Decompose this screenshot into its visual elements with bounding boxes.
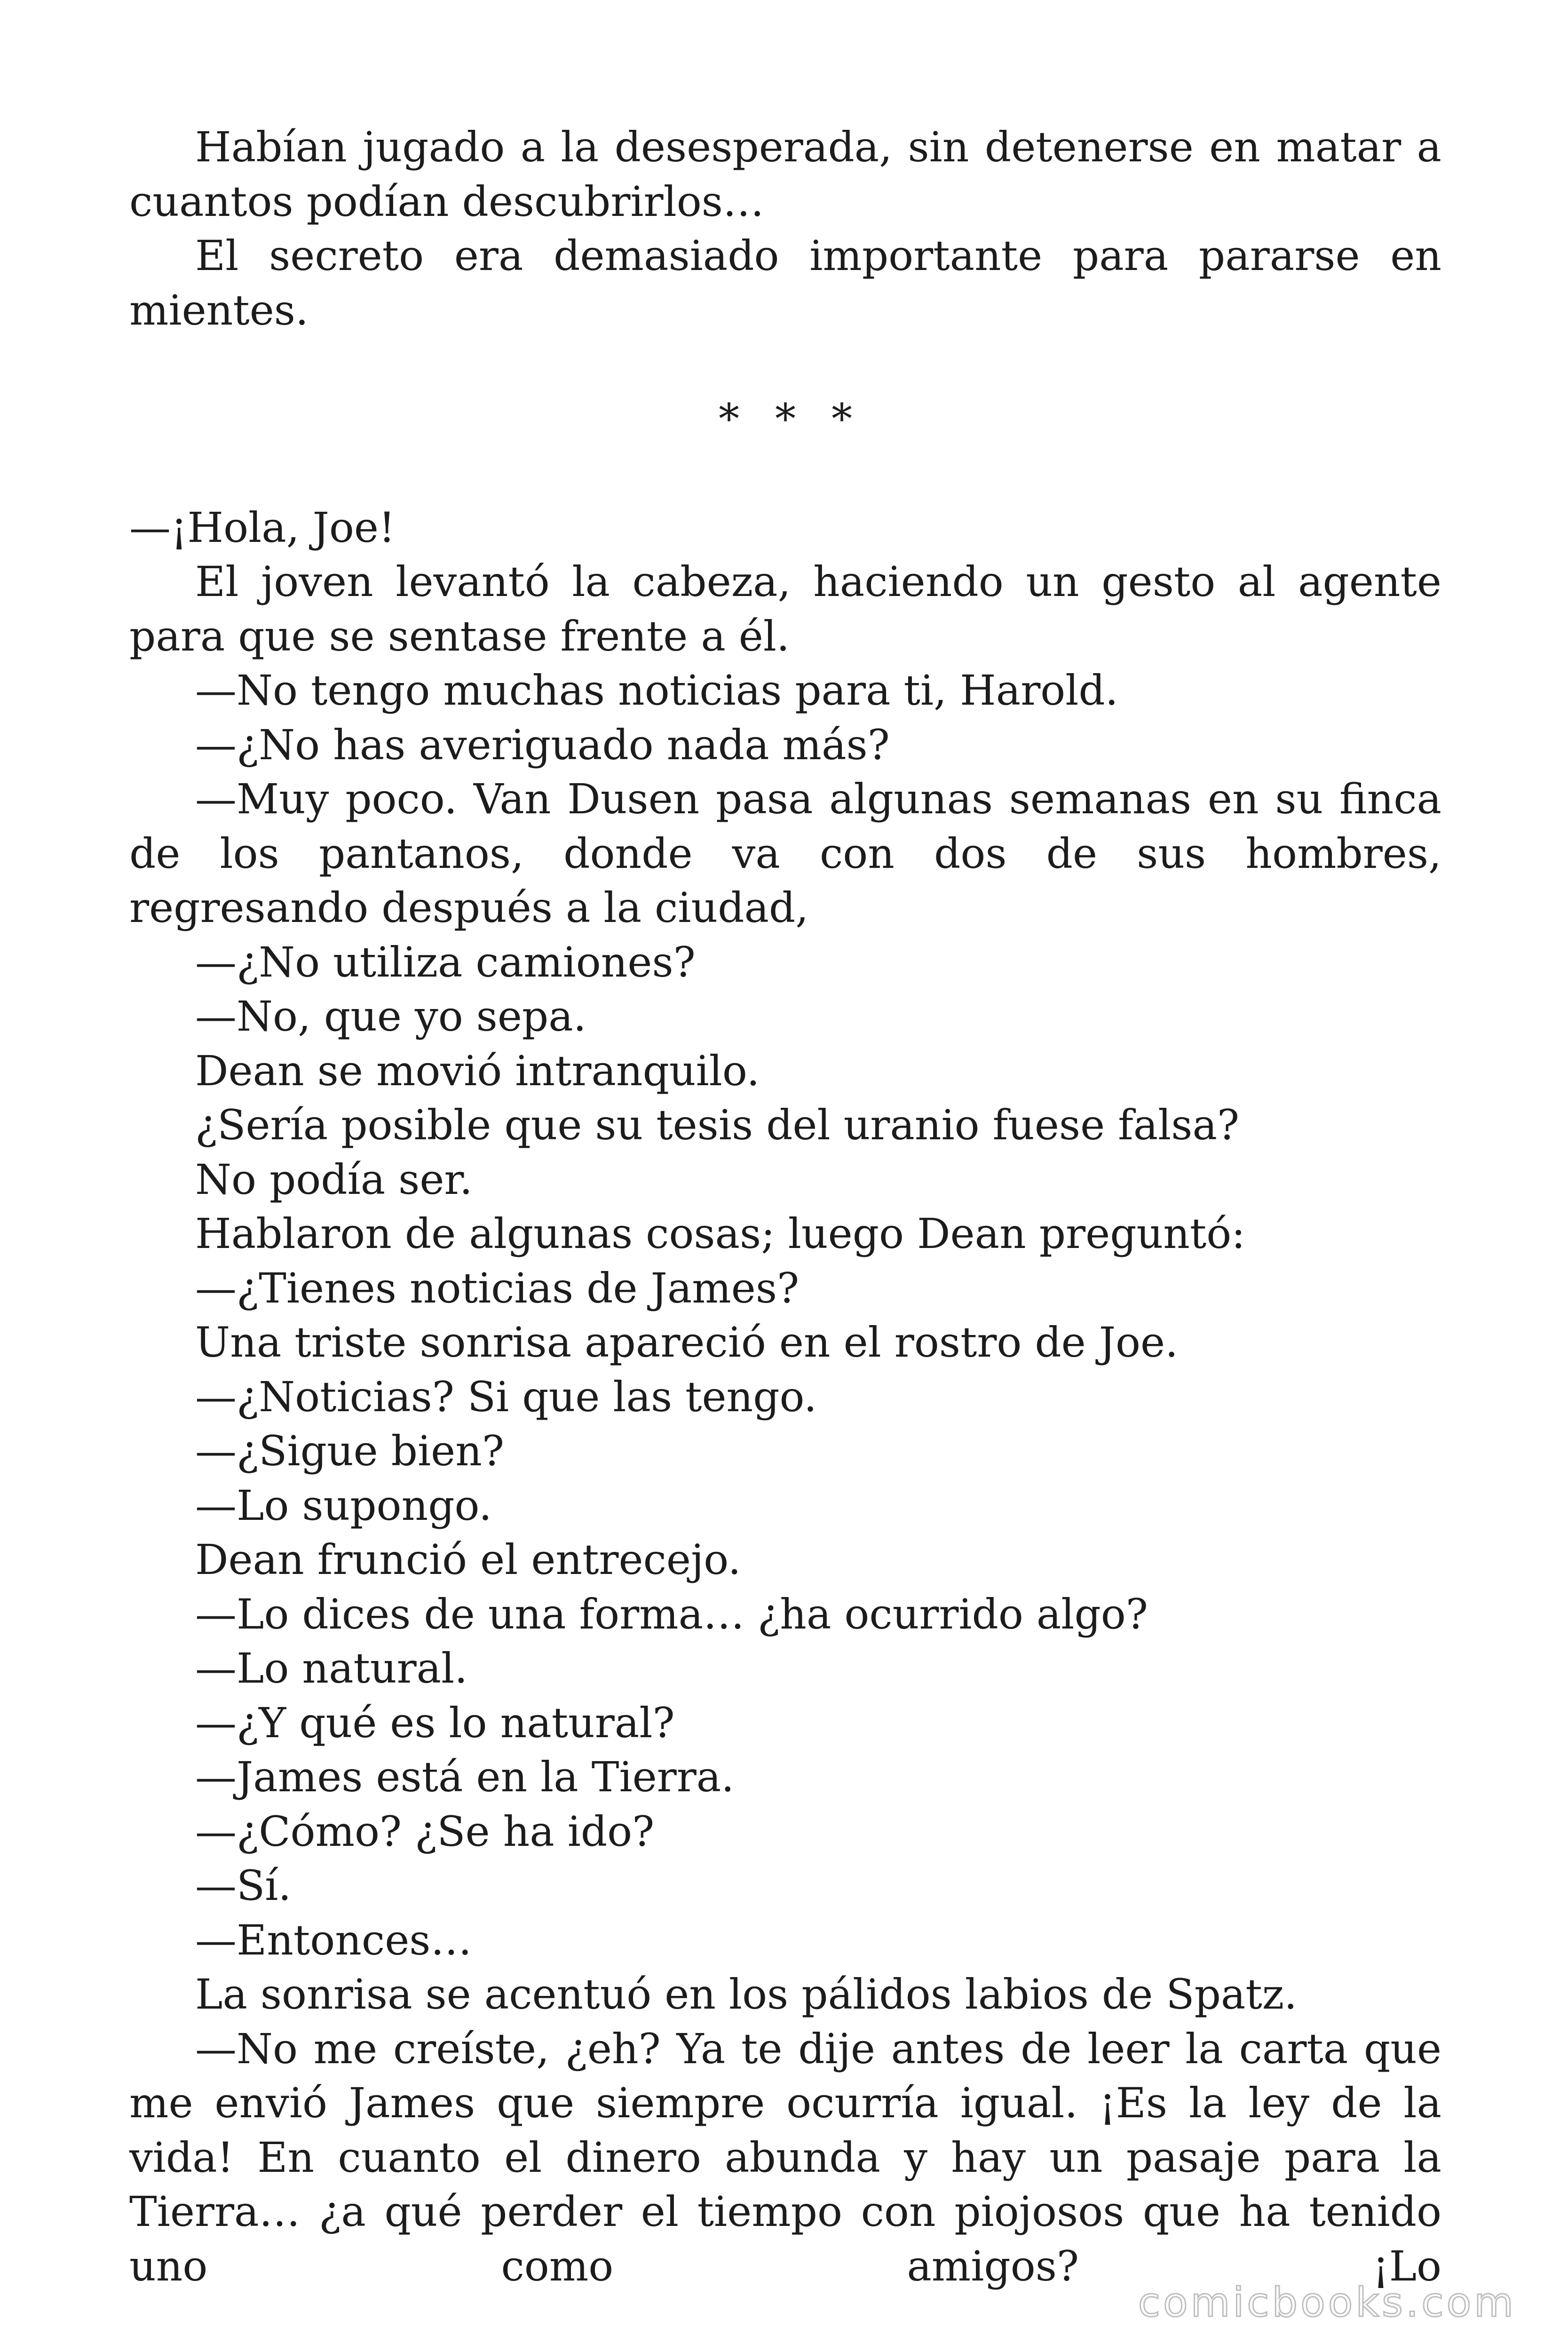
paragraph: —¿Y qué es lo natural? <box>195 1698 675 1747</box>
paragraph: —¿Tienes noticias de James? <box>195 1263 800 1312</box>
paragraph: —Entonces… <box>195 1915 472 1964</box>
paragraph: —¿Sigue bien? <box>195 1427 505 1475</box>
paragraph: —¡Hola, Joe! <box>129 503 396 552</box>
paragraph: —Lo supongo. <box>195 1481 492 1530</box>
paragraph: —Lo natural. <box>195 1644 468 1692</box>
paragraph: El joven levantó la cabeza, haciendo un gesto al agente para que se sentase frente a él. <box>129 557 1441 660</box>
paragraph: ¿Sería posible que su tesis del uranio fuese falsa? <box>195 1101 1240 1149</box>
paragraph: Dean se movió intranquilo. <box>195 1046 760 1095</box>
paragraph: —No, que yo sepa. <box>195 992 586 1041</box>
paragraph: —No tengo muchas noticias para ti, Harold. <box>195 666 1118 715</box>
paragraph: —¿Noticias? Si que las tengo. <box>195 1372 817 1421</box>
paragraph: —¿No has averiguado nada más? <box>195 720 890 769</box>
paragraph: —James está en la Tierra. <box>195 1753 735 1801</box>
paragraph: Una triste sonrisa apareció en el rostro de Joe. <box>195 1318 1179 1367</box>
paragraph: La sonrisa se acentuó en los pálidos labios de Spatz. <box>195 1970 1298 2018</box>
paragraph: —No me creíste, ¿eh? Ya te dije antes de leer la carta que me envió James que siempre ocurría igual. ¡Es la ley de la vida! En cuanto el dinero abunda y hay un pasaje para la Tierra… ¿a qué perder el tiempo con piojosos que ha tenido uno como amigos? ¡Lo <box>129 2024 1441 2290</box>
paragraph: —Lo dices de una forma… ¿ha ocurrido algo? <box>195 1589 1148 1638</box>
paragraph: —¿Cómo? ¿Se ha ido? <box>195 1807 655 1856</box>
paragraph: —Sí. <box>195 1861 292 1910</box>
paragraph: Hablaron de algunas cosas; luego Dean preguntó: <box>195 1209 1245 1258</box>
separator-text: * * * <box>719 394 863 443</box>
paragraph: Dean frunció el entrecejo. <box>195 1535 741 1584</box>
page-body <box>129 120 1441 2293</box>
paragraph: Habían jugado a la desesperada, sin detenerse en matar a cuantos podían descubrirlos… <box>129 123 1441 226</box>
paragraph: —Muy poco. Van Dusen pasa algunas semanas en su finca de los pantanos, donde va con dos de sus hombres, regresando después a la ciudad, <box>129 775 1441 932</box>
watermark: comicbooks.com <box>1138 2279 1516 2326</box>
paragraph: El secreto era demasiado importante para pararse en mientes. <box>129 231 1441 334</box>
paragraph: No podía ser. <box>195 1155 473 1204</box>
paragraph: —¿No utiliza camiones? <box>195 938 696 986</box>
section-separator <box>129 337 1441 501</box>
